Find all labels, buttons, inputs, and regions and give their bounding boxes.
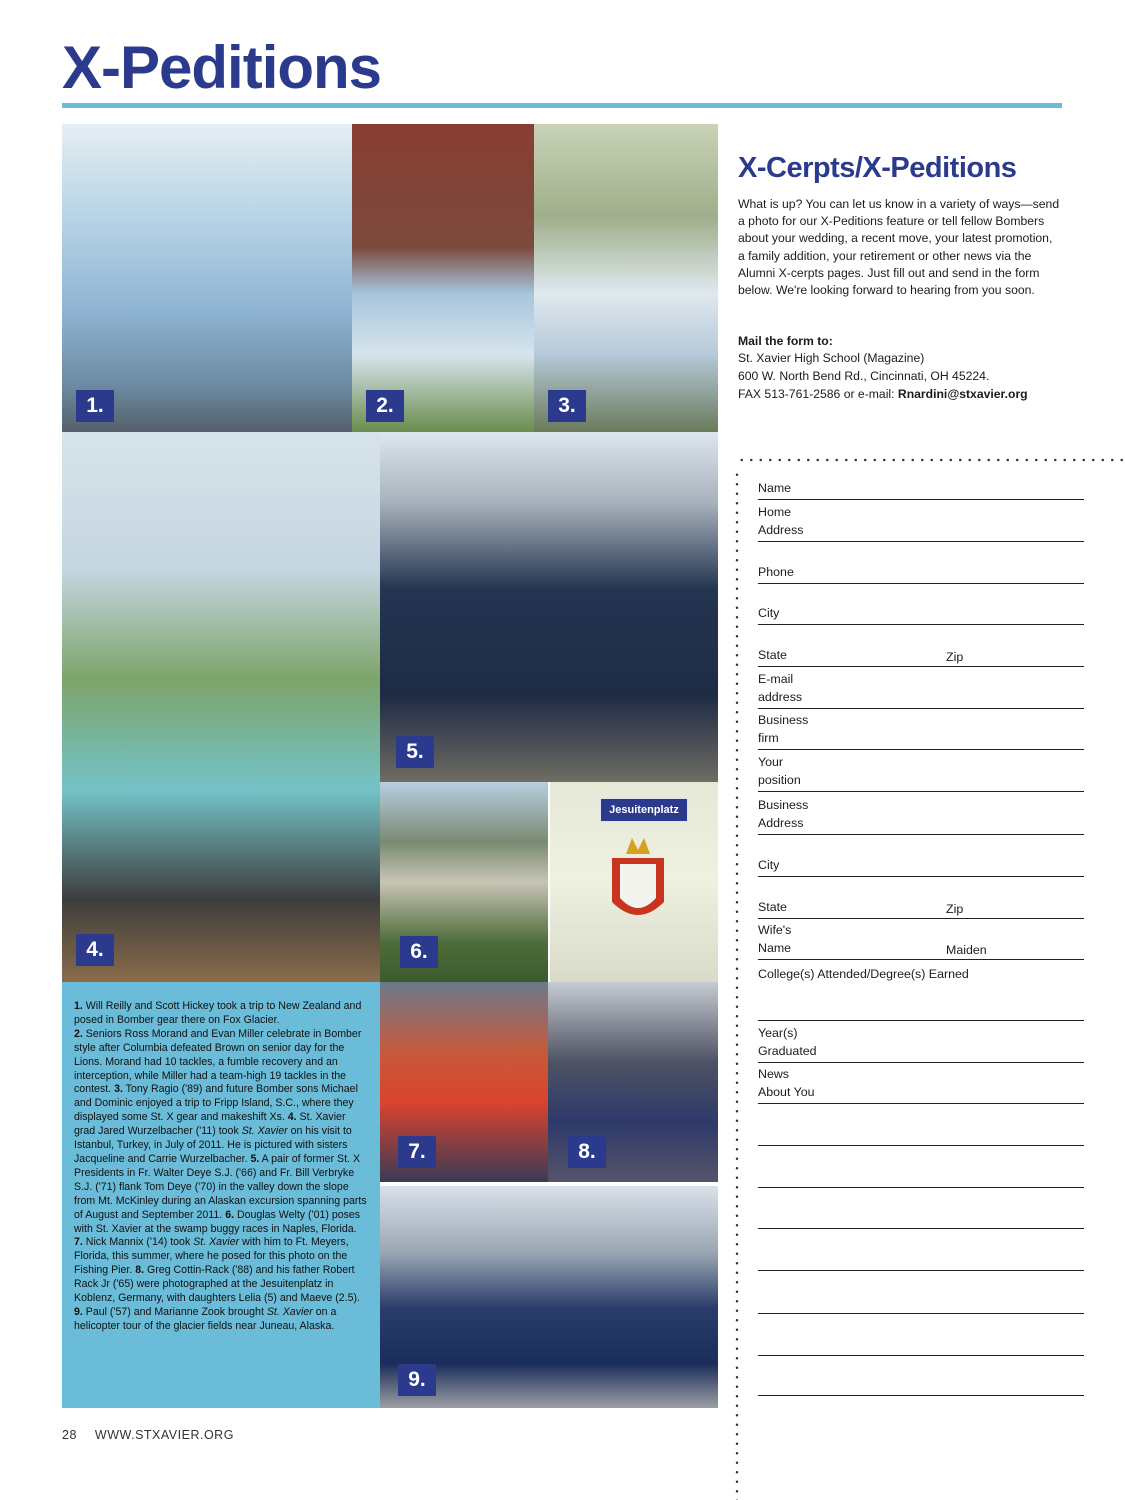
photo-badge-6: 6. [400, 936, 438, 968]
business-state-zip-field[interactable]: State Zip [758, 900, 1084, 919]
news-line-8[interactable] [758, 1395, 1084, 1396]
news-line-3[interactable] [758, 1187, 1084, 1188]
photo-5-alaska-presidents [380, 432, 718, 782]
photo-3-fripp-island [534, 124, 718, 432]
photo-badge-1: 1. [76, 390, 114, 422]
home-address-field[interactable]: Home Address [758, 505, 1084, 542]
address-line-1: St. Xavier High School (Magazine) [738, 351, 925, 365]
crest-icon [606, 832, 670, 932]
photo-7-fishing-pier [380, 982, 548, 1182]
years-graduated-field[interactable]: Year(s) Graduated [758, 1026, 1084, 1063]
sidebar-title: X-Cerpts/X-Peditions [738, 152, 1017, 184]
address-line-2: 600 W. North Bend Rd., Cincinnati, OH 45224. [738, 369, 990, 383]
photo-badge-9: 9. [398, 1364, 436, 1396]
email-field[interactable]: E-mail address [758, 672, 1084, 709]
city-field[interactable]: City [758, 607, 1084, 625]
jesuitenplatz-sign: Jesuitenplatz [600, 798, 688, 822]
caption-7: 7. Nick Mannix ('14) took St. Xavier with him to Ft. Meyers, Florida, this summer, where he posed for this photo on the Fishing Pier. [74, 1236, 349, 1277]
page-title: X-Peditions [62, 34, 382, 101]
position-field[interactable]: Your position [758, 755, 1084, 792]
photo-9-helicopter-tour [380, 1186, 718, 1408]
business-address-field[interactable]: Business Address [758, 798, 1084, 835]
news-field[interactable]: News About You [758, 1067, 1084, 1104]
caption-3: 3. Tony Ragio ('89) and future Bomber sons Michael and Dominic enjoyed a trip to Fripp Island, S.C., where they displayed some St. X gear and makeshift Xs. [74, 1083, 358, 1124]
news-line-4[interactable] [758, 1228, 1084, 1229]
news-line-6[interactable] [758, 1313, 1084, 1314]
photo-2-football-seniors [352, 124, 534, 432]
news-line-2[interactable] [758, 1145, 1084, 1146]
photo-8-koblenz-family [548, 982, 718, 1182]
wifes-name-field[interactable]: Wife's Name Maiden [758, 923, 1084, 960]
college-field[interactable] [758, 1020, 1084, 1021]
phone-field[interactable]: Phone [758, 565, 1084, 584]
caption-4: 4. St. Xavier grad Jared Wurzelbacher ('11) took St. Xavier on his visit to Istanbul, Turkey, in July of 2011. He is pictured with sisters Jacqueline and Carrie Wurzelbacher. [74, 1111, 352, 1165]
news-line-7[interactable] [758, 1355, 1084, 1356]
photo-badge-2: 2. [366, 390, 404, 422]
caption-2: 2. Seniors Ross Morand and Evan Miller celebrate in Bomber style after Columbia defeated Brown on senior day for the Lions. Morand had 10 tackles, a fumble recovery and an interception, while Miller had a team-high 19 tackles in the contest. [74, 1027, 362, 1096]
mail-heading: Mail the form to: [738, 334, 833, 348]
intro-text: What is up? You can let us know in a variety of ways—send a photo for our X-Peditions feature or tell fellow Bombers about your wedding, a recent move, your latest promotion, a family addition, your retirement or other news via the Alumni X-cerpts pages. Just fill out and send in the form below. We're looking forward to hearing from you soon. [738, 197, 1060, 298]
caption-1: 1. Will Reilly and Scott Hickey took a trip to New Zealand and posed in Bomber gear there on Fox Glacier. [74, 1000, 362, 1026]
footer [62, 1428, 234, 1442]
business-city-field[interactable]: City [758, 858, 1084, 877]
news-line-5[interactable] [758, 1270, 1084, 1271]
photo-captions [62, 982, 380, 1408]
caption-6: 6. Douglas Welty ('01) poses with St. Xavier at the swamp buggy races in Naples, Florida. [74, 1208, 361, 1235]
photo-badge-3: 3. [548, 390, 586, 422]
photo-badge-7: 7. [398, 1136, 436, 1168]
title-rule [62, 103, 1062, 108]
dotted-cut-line-vertical [735, 470, 739, 1500]
college-label: College(s) Attended/Degree(s) Earned [758, 967, 969, 981]
photo-badge-4: 4. [76, 934, 114, 966]
photo-badge-5: 5. [396, 736, 434, 768]
dotted-cut-line-horizontal [737, 458, 1125, 462]
photo-4-istanbul [62, 432, 380, 982]
name-field[interactable]: Name [758, 482, 1084, 500]
photo-1-fox-glacier [62, 124, 352, 432]
caption-8: 8. Greg Cottin-Rack ('88) and his father Robert Rack Jr ('65) were photographed at the Jesuitenplatz in Koblenz, Germany, with daughters Lelia (5) and Maeve (2.5). [74, 1264, 360, 1305]
state-zip-field[interactable]: State Zip [758, 648, 1084, 667]
footer-url[interactable]: WWW.STXAVIER.ORG [94, 1428, 234, 1442]
address-line-3: FAX 513-761-2586 or e-mail: Rnardini@stxavier.org [738, 387, 1028, 401]
email-link[interactable]: Rnardini@stxavier.org [897, 387, 1028, 401]
caption-9: 9. Paul ('57) and Marianne Zook brought St. Xavier on a helicopter tour of the glacier fields near Juneau, Alaska. [74, 1305, 337, 1332]
photo-jesuitenplatz-sign [550, 782, 718, 982]
business-firm-field[interactable]: Business firm [758, 713, 1084, 750]
photo-6-swamp-buggy [380, 782, 548, 982]
photo-badge-8: 8. [568, 1136, 606, 1168]
caption-5: 5. A pair of former St. X Presidents in Fr. Walter Deye S.J. ('66) and Fr. Bill Verbryke S.J. ('71) flank Tom Deye ('70) in the valley down the slope from Mt. McKinley during an Alaskan excursion spanning parts of August and September 2011. [74, 1152, 367, 1221]
page-number: 28 [62, 1428, 77, 1442]
